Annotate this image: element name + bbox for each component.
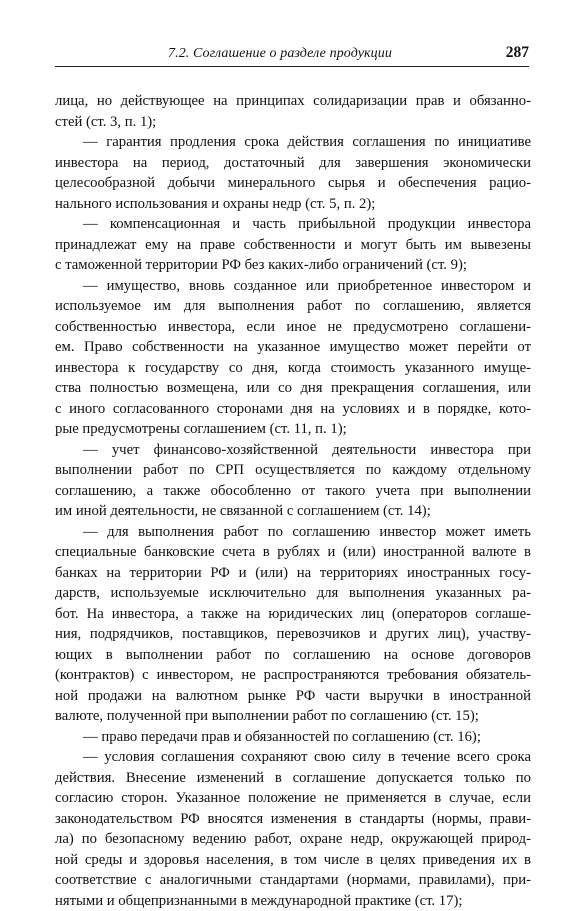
text-line: стей (ст. 3, п. 1); [55,112,531,133]
text-line: ния, подрядчиков, поставщиков, перевозчиков и других лиц), участву- [55,624,531,645]
running-title: 7.2. Соглашение о разделе продукции [168,46,392,62]
text-line: действия. Внесение изменений в соглашение допускается только по [55,768,531,789]
text-line: согласию сторон. Указанное положение не применяется в случае, если [55,788,531,809]
text-line: рые предусмотрены соглашением (ст. 11, п. 1); [55,419,531,440]
page-number: 287 [506,44,529,62]
text-line: соответствие с аналогичными стандартами (нормами, правилами), при- [55,870,531,891]
text-line: дарств, используемые исключительно для выполнения указанных ра- [55,583,531,604]
text-line: — право передачи прав и обязанностей по соглашению (ст. 16); [55,727,531,748]
text-line: нального использования и охраны недр (ст. 5, п. 2); [55,194,531,215]
text-line: — имущество, вновь созданное или приобретенное инвестором и [55,276,531,297]
page-body [55,91,531,911]
text-line: с таможенной территории РФ без каких-либо ограничений (ст. 9); [55,255,531,276]
text-line: собственностью инвестора, если иное не предусмотрено соглашени- [55,317,531,338]
text-line: с иного согласованного сторонами дня на условиях и в порядке, кото- [55,399,531,420]
text-line: ства полностью возмещена, или со дня прекращения соглашения, или [55,378,531,399]
text-line: банках на территории РФ и (или) на территориях иностранных госу- [55,563,531,584]
text-line: ной продажи на валютном рынке РФ части выручки в иностранной [55,686,531,707]
running-header [55,44,529,67]
text-line: инвестора к государству со дня, когда стоимость указанного имуще- [55,358,531,379]
text-line: — для выполнения работ по соглашению инвестор может иметь [55,522,531,543]
text-line: ем. Право собственности на указанное имущество может перейти от [55,337,531,358]
text-line: (контрактов) с инвестором, не распространяются требования обязатель- [55,665,531,686]
text-line: нятыми и общепризнанными в международной практике (ст. 17); [55,891,531,911]
text-line: им иной деятельности, не связанной с соглашением (ст. 14); [55,501,531,522]
text-line: — условия соглашения сохраняют свою силу в течение всего срока [55,747,531,768]
text-line: — гарантия продления срока действия соглашения по инициативе [55,132,531,153]
text-line: используемое им для выполнения работ по соглашению, является [55,296,531,317]
text-line: выполнении работ по СРП осуществляется по каждому отдельному [55,460,531,481]
text-line: принадлежат ему на праве собственности и могут быть им вывезены [55,235,531,256]
text-line: валюте, полученной при выполнении работ по соглашению (ст. 15); [55,706,531,727]
text-line: бот. На инвестора, а также на юридических лиц (операторов соглаше- [55,604,531,625]
text-line: законодательством РФ вносятся изменения в стандарты (нормы, прави- [55,809,531,830]
text-line: ла) по безопасному ведению работ, охране недр, окружающей природ- [55,829,531,850]
text-line: ющих в выполнении работ по соглашению на основе договоров [55,645,531,666]
text-line: — учет финансово-хозяйственной деятельности инвестора при [55,440,531,461]
text-line: инвестора на период, достаточный для завершения экономически [55,153,531,174]
text-line: соглашению, а также обособленно от такого учета при выполнении [55,481,531,502]
text-line: лица, но действующее на принципах солидаризации прав и обязанно- [55,91,531,112]
text-line: ной среды и здоровья населения, в том числе в целях приведения их в [55,850,531,871]
text-line: целесообразной добычи минерального сырья и обеспечения рацио- [55,173,531,194]
text-line: специальные банковские счета в рублях и (или) иностранной валюте в [55,542,531,563]
text-line: — компенсационная и часть прибыльной продукции инвестора [55,214,531,235]
